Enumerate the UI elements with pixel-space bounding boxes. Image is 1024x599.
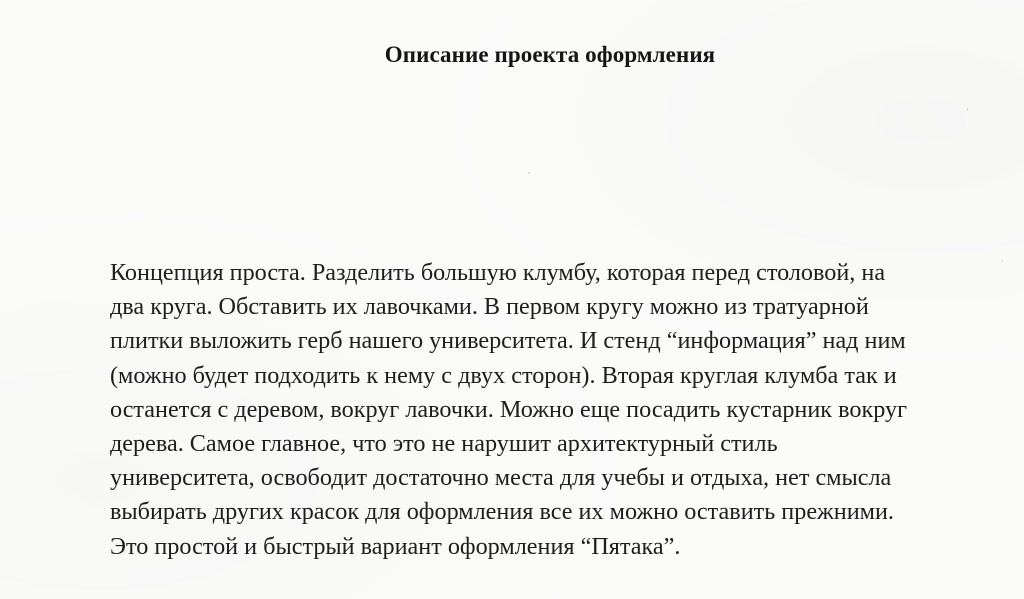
paragraph-line: плитки выложить герб нашего университета. И стенд “информация” над ним [110, 327, 906, 355]
paragraph-line: дерева. Самое главное, что это не нарушит архитектурный стиль [110, 430, 778, 458]
body-paragraph [110, 256, 1010, 564]
paragraph-line: два круга. Обставить их лавочками. В первом кругу можно из тратуарной [110, 293, 869, 321]
paragraph-line: университета, освободит достаточно места для учебы и отдыха, нет смысла [110, 464, 892, 492]
paragraph-line: Концепция проста. Разделить большую клумбу, которая перед столовой, на [110, 259, 886, 286]
document-title: Описание проекта оформления [384, 42, 716, 67]
scan-speck [1002, 260, 1003, 262]
paragraph-line: Это простой и быстрый вариант оформления “Пятака”. [110, 532, 681, 560]
scan-speck [967, 108, 968, 111]
scan-speck [528, 172, 530, 174]
paragraph-line: (можно будет подходить к нему с двух сторон). Вторая круглая клумба так и [110, 361, 897, 389]
paragraph-line: выбирать других красок для оформления все их можно оставить прежними. [110, 498, 894, 526]
paragraph-line: останется с деревом, вокруг лавочки. Можно еще посадить кустарник вокруг [110, 395, 907, 423]
